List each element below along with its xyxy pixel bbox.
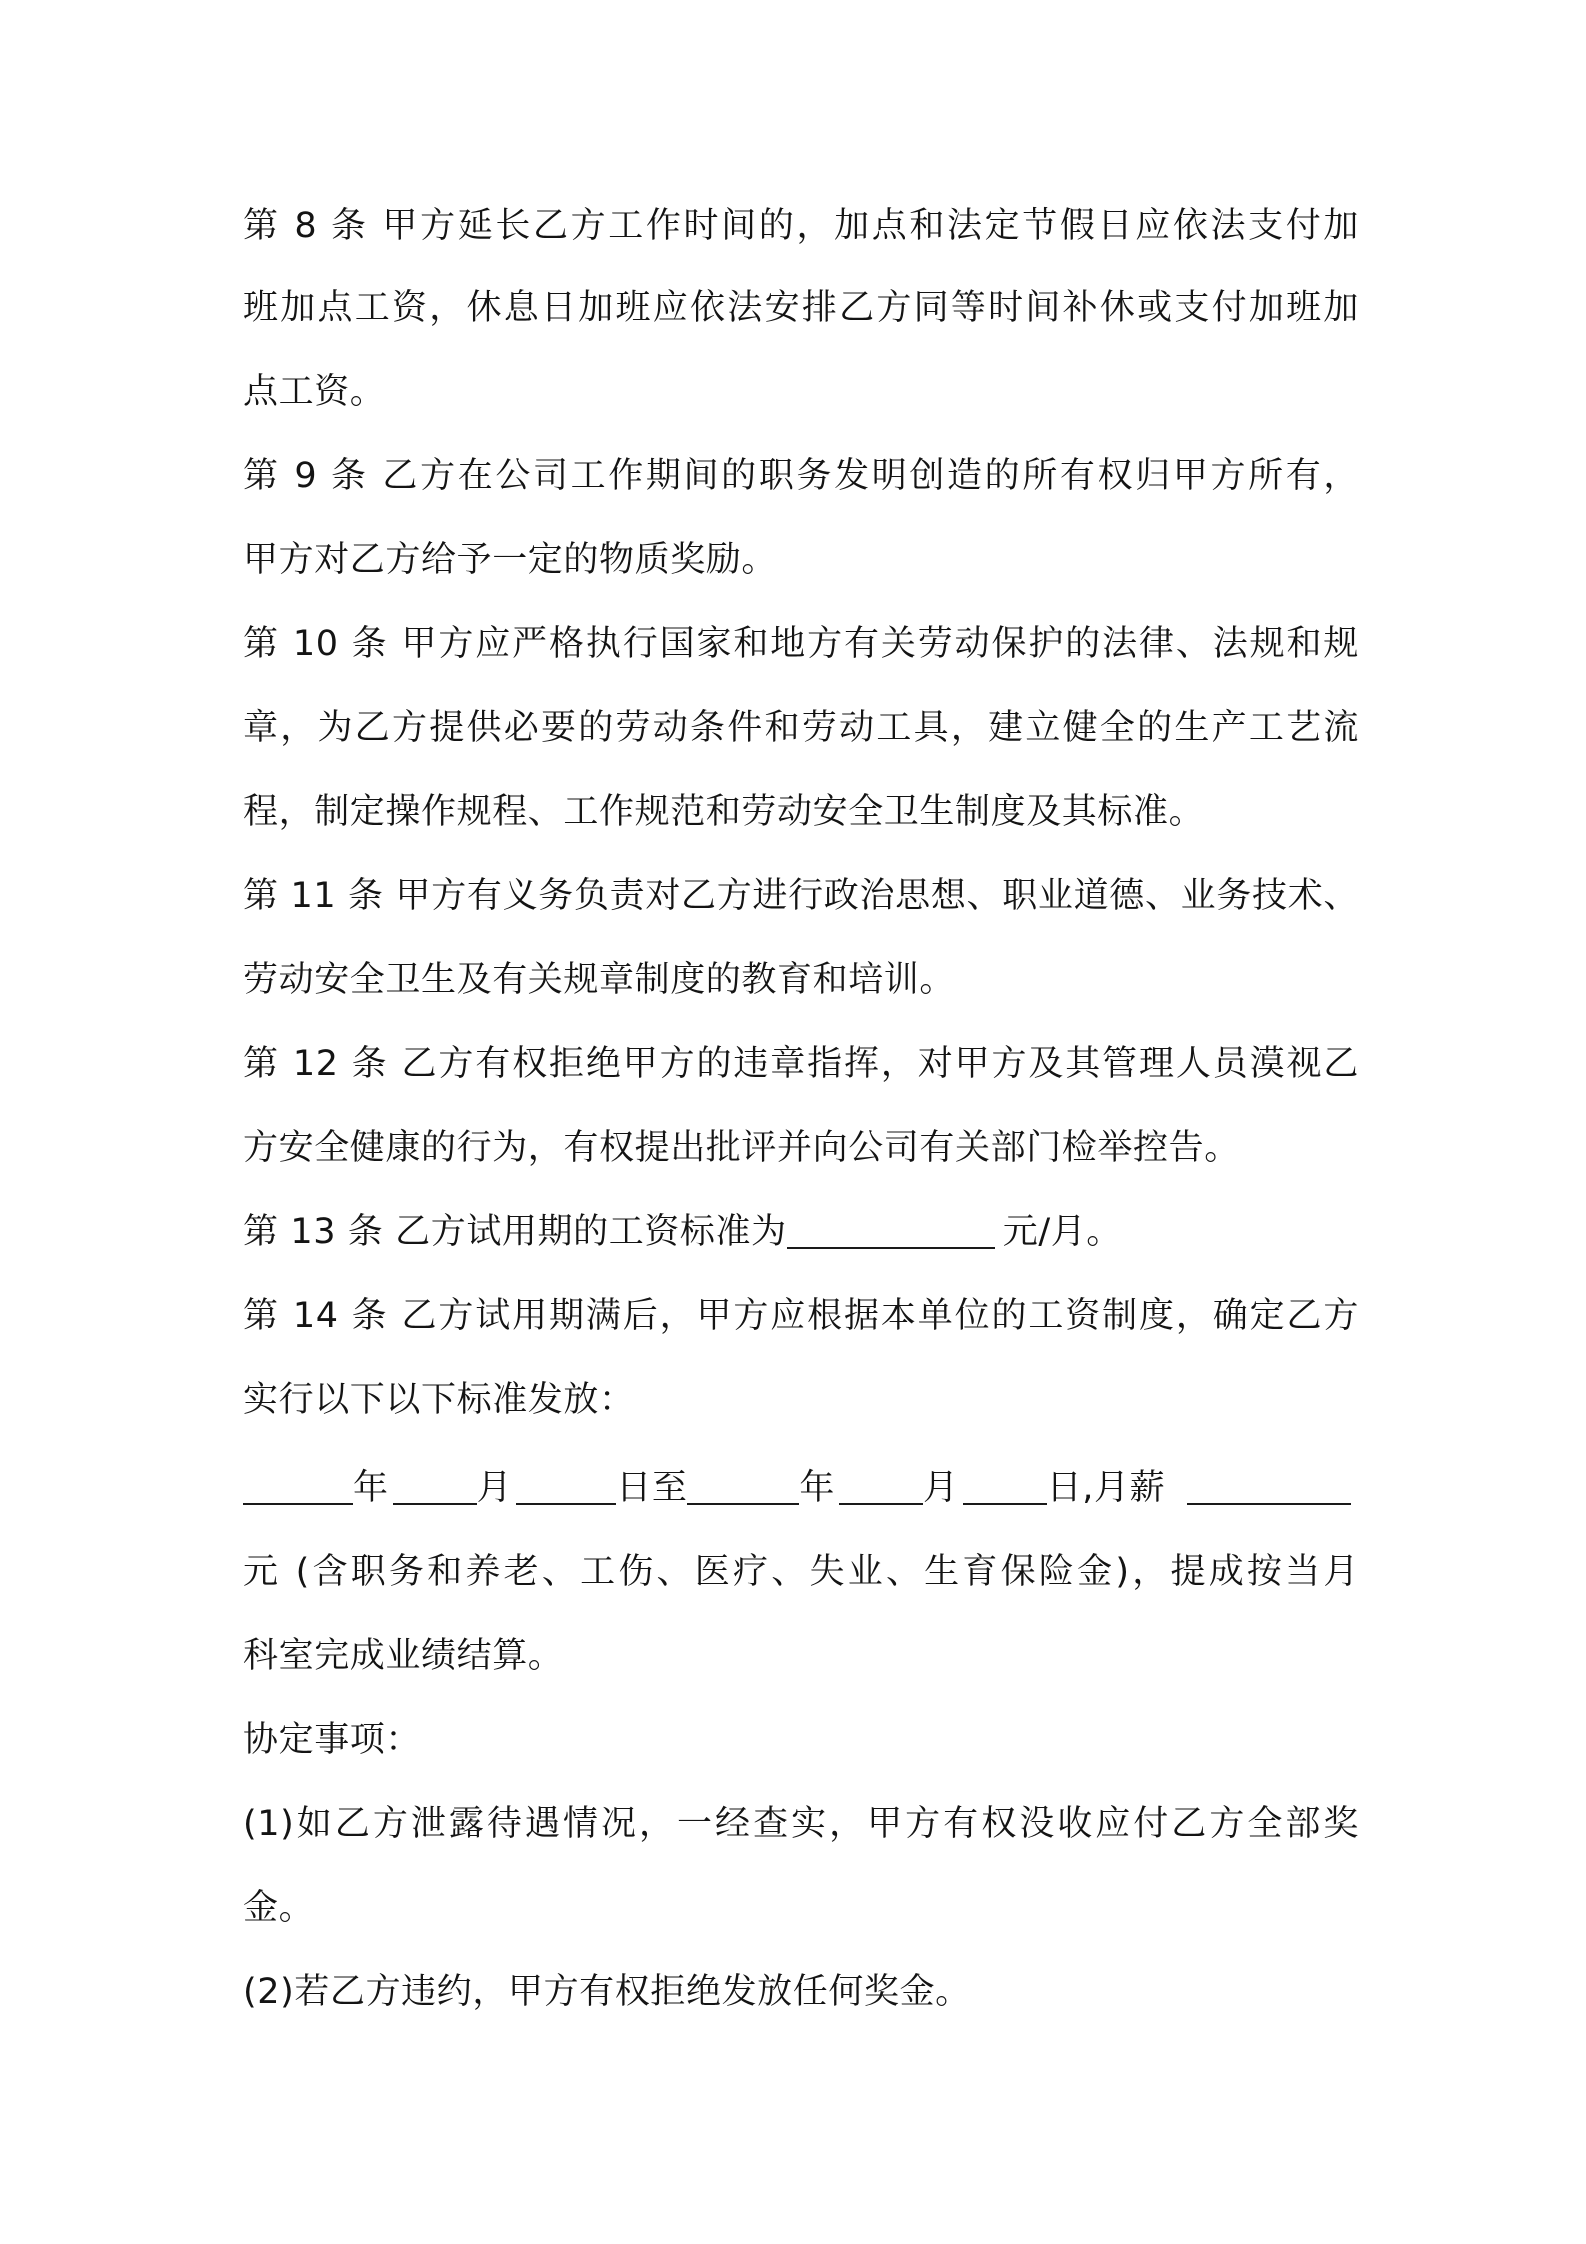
- article-14-line-5: 科室完成业绩结算。: [243, 1636, 564, 1676]
- article-13-prefix: 第 13 条 乙方试用期的工资标准为: [243, 1212, 787, 1252]
- probation-salary-blank[interactable]: [787, 1207, 995, 1249]
- start-day-to-label: 日至: [616, 1468, 688, 1508]
- article-10-line-3: 程，制定操作规程、工作规范和劳动安全卫生制度及其标准。: [243, 792, 1205, 832]
- start-month-blank[interactable]: [393, 1463, 477, 1505]
- start-year-blank[interactable]: [243, 1463, 353, 1505]
- article-9-line-1: 第 9 条 乙方在公司工作期间的职务发明创造的所有权归甲方所有，: [243, 456, 1359, 496]
- article-10-line-1: 第 10 条 甲方应严格执行国家和地方有关劳动保护的法律、法规和规: [243, 624, 1359, 664]
- end-year-label: 年: [799, 1468, 836, 1508]
- end-day-salary-label: 日,月薪: [1046, 1468, 1166, 1508]
- article-11-line-1: 第 11 条 甲方有义务负责对乙方进行政治思想、职业道德、业务技术、: [243, 876, 1359, 916]
- article-8-line-1: 第 8 条 甲方延长乙方工作时间的，加点和法定节假日应依法支付加: [243, 206, 1359, 246]
- article-11-line-2: 劳动安全卫生及有关规章制度的教育和培训。: [243, 960, 956, 1000]
- article-8-line-2: 班加点工资，休息日加班应依法安排乙方同等时间补休或支付加班加: [243, 288, 1359, 328]
- end-month-label: 月: [923, 1468, 959, 1508]
- agreement-item-1-line-2: 金。: [243, 1888, 315, 1928]
- start-month-label: 月: [476, 1468, 513, 1508]
- article-14-line-2: 实行以下以下标准发放：: [243, 1380, 635, 1420]
- end-month-blank[interactable]: [839, 1463, 923, 1505]
- article-10-line-2: 章，为乙方提供必要的劳动条件和劳动工具，建立健全的生产工艺流: [243, 708, 1359, 748]
- article-13-line: [243, 1204, 1122, 1260]
- agreement-item-1-line-1: (1)如乙方泄露待遇情况，一经查实，甲方有权没收应付乙方全部奖: [243, 1804, 1359, 1844]
- article-13-suffix: 元/月。: [1002, 1212, 1122, 1252]
- start-day-blank[interactable]: [516, 1463, 616, 1505]
- article-14-line-1: 第 14 条 乙方试用期满后，甲方应根据本单位的工资制度，确定乙方: [243, 1296, 1359, 1336]
- monthly-salary-blank[interactable]: [1187, 1463, 1351, 1505]
- article-8-line-3: 点工资。: [243, 372, 386, 412]
- article-9-line-2: 甲方对乙方给予一定的物质奖励。: [243, 540, 778, 580]
- start-year-label: 年: [353, 1468, 389, 1508]
- end-day-blank[interactable]: [963, 1463, 1047, 1505]
- end-year-blank[interactable]: [687, 1463, 799, 1505]
- article-12-line-1: 第 12 条 乙方有权拒绝甲方的违章指挥，对甲方及其管理人员漠视乙: [243, 1044, 1359, 1084]
- agreement-item-2: (2)若乙方违约，甲方有权拒绝发放任何奖金。: [243, 1972, 971, 2012]
- article-12-line-2: 方安全健康的行为，有权提出批评并向公司有关部门检举控告。: [243, 1128, 1240, 1168]
- article-14-line-4: 元 (含职务和养老、工伤、医疗、失业、生育保险金)，提成按当月: [243, 1552, 1359, 1592]
- agreement-heading: 协定事项：: [243, 1720, 422, 1760]
- salary-period-line: [243, 1460, 1351, 1516]
